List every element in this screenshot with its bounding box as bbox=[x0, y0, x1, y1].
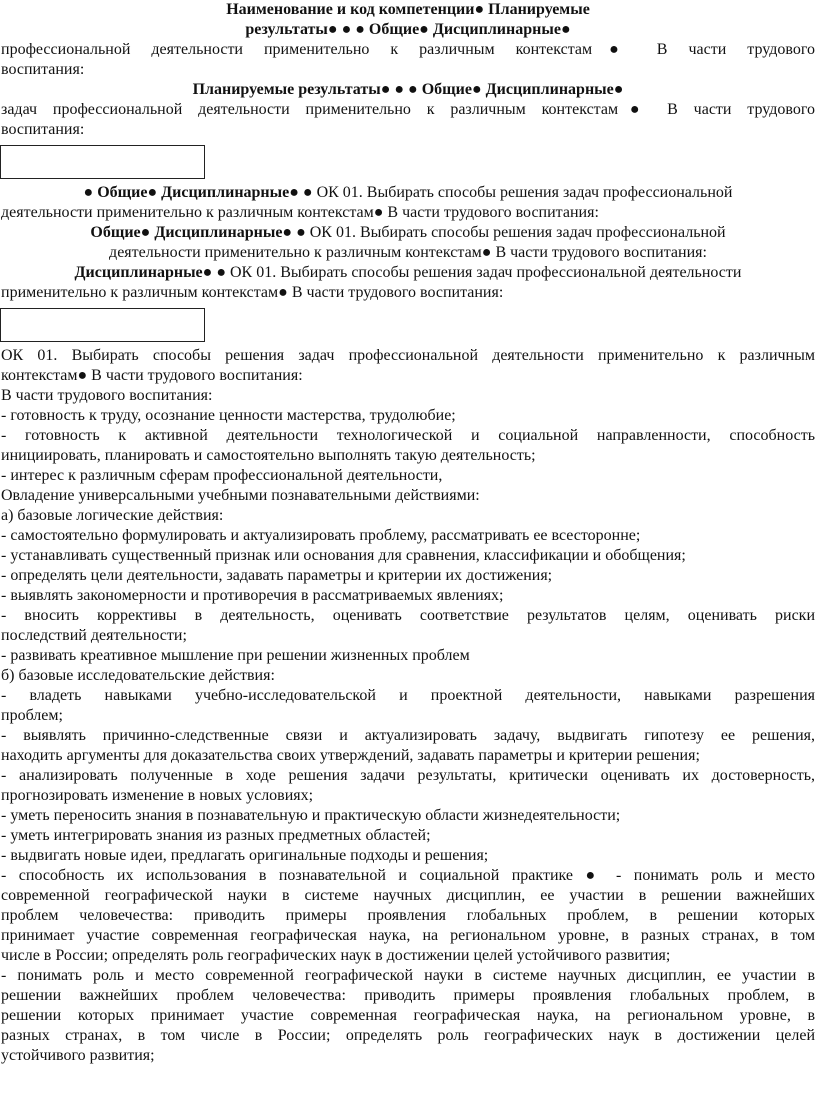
body-line: - выявлять закономерности и противоречия в рассматриваемых явлениях; bbox=[1, 587, 504, 604]
general-row-3-text: ОК 01. Выбирать способы решения задач профессиональной bbox=[305, 224, 726, 241]
general-row-4: деятельности применительно к различным контекстам● В части трудового воспитания: bbox=[109, 244, 707, 261]
body-line: - уметь интегрировать знания из разных предметных областей; bbox=[1, 827, 431, 844]
body-line: - готовность к активной деятельности технологической и социальной направленности, способность bbox=[1, 427, 815, 444]
body-line: - готовность к труду, осознание ценности мастерства, трудолюбие; bbox=[1, 407, 456, 424]
body-line: находить аргументы для доказательства своих утверждений, задавать параметры и критерии решения; bbox=[1, 747, 700, 764]
results-title: Планируемые результаты● ● ● Общие● Дисциплинарные● bbox=[192, 81, 624, 98]
results-heading-block bbox=[0, 80, 816, 140]
heading-line-4: воспитания: bbox=[1, 61, 85, 78]
general-row-5-bold: Дисциплинарные● ● bbox=[74, 264, 226, 281]
body-line: а) базовые логические действия: bbox=[1, 507, 224, 524]
body-line: - определять цели деятельности, задавать параметры и критерии их достижения; bbox=[1, 567, 553, 584]
results-line-2: воспитания: bbox=[1, 121, 85, 138]
body-line: решении которых принимает участие современная географическая наука, на региональном уровне, в bbox=[1, 1007, 815, 1024]
body-line: - самостоятельно формулировать и актуализировать проблему, рассматривать ее всесторонне; bbox=[1, 527, 641, 544]
general-row-6: применительно к различным контекстам● В части трудового воспитания: bbox=[1, 284, 504, 301]
body-line: - понимать роль и место современной географической науки в системе научных дисциплин, ее участии в bbox=[1, 967, 815, 984]
body-line: - уметь переносить знания в познавательную и практическую области жизнедеятельности; bbox=[1, 807, 621, 824]
repeated-headings-block bbox=[0, 183, 816, 303]
body-line: - развивать креативное мышление при решении жизненных проблем bbox=[1, 647, 470, 664]
body-line: устойчивого развития; bbox=[1, 1047, 155, 1064]
heading-line-2: результаты● ● ● Общие● Дисциплинарные● bbox=[245, 21, 571, 38]
body-line: Овладение универсальными учебными познавательными действиями: bbox=[1, 487, 480, 504]
body-line: В части трудового воспитания: bbox=[1, 387, 213, 404]
body-text bbox=[0, 346, 816, 1066]
body-line: числе в России; определять роль географических наук в достижении целей устойчивого развития; bbox=[1, 947, 671, 964]
general-row-5-text: ОК 01. Выбирать способы решения задач профессиональной деятельности bbox=[225, 264, 742, 281]
body-line: - анализировать полученные в ходе решения задачи результаты, критически оценивать их достоверность, bbox=[1, 767, 815, 784]
body-line: проблем; bbox=[1, 707, 63, 724]
general-row-2: деятельности применительно к различным контекстам● В части трудового воспитания: bbox=[1, 204, 599, 221]
body-line: контекстам● В части трудового воспитания: bbox=[1, 367, 303, 384]
body-line: инициировать, планировать и самостоятельно выполнять такую деятельность; bbox=[1, 447, 536, 464]
heading-line-1: Наименование и код компетенции● Планируемые bbox=[226, 1, 590, 18]
body-line: - владеть навыками учебно-исследовательской и проектной деятельности, навыками разрешения bbox=[1, 687, 815, 704]
body-line: - устанавливать существенный признак или основания для сравнения, классификации и обобщения; bbox=[1, 547, 686, 564]
heading-line-3: профессиональной деятельности применительно к различным контекстам● В части трудового bbox=[1, 41, 815, 58]
body-line: - способность их использования в познавательной и социальной практике ● - понимать роль и место bbox=[1, 867, 815, 884]
general-row-3 bbox=[1, 223, 815, 243]
body-line: - выдвигать новые идеи, предлагать оригинальные подходы и решения; bbox=[1, 847, 489, 864]
body-line: разных странах, в том числе в России; определять роль географических наук в достижении целей bbox=[1, 1027, 815, 1044]
body-line: - вносить коррективы в деятельность, оценивать соответствие результатов целям, оценивать риски bbox=[1, 607, 815, 624]
general-row-1 bbox=[1, 183, 815, 203]
results-line-1: задач профессиональной деятельности применительно к различным контекстам● В части трудового bbox=[1, 101, 815, 118]
body-line: современной географической науки в системе научных дисциплин, ее участии в решении важнейших bbox=[1, 887, 815, 904]
general-row-1-text: ОК 01. Выбирать способы решения задач профессиональной bbox=[312, 184, 733, 201]
body-line: б) базовые исследовательские действия: bbox=[1, 667, 275, 684]
body-line: прогнозировать изменение в новых условиях; bbox=[1, 787, 314, 804]
body-line: последствий деятельности; bbox=[1, 627, 187, 644]
body-line: проблем человечества: приводить примеры проявления глобальных проблем, в решении которых bbox=[1, 907, 815, 924]
body-line: - интерес к различным сферам профессиональной деятельности, bbox=[1, 467, 443, 484]
body-line: принимает участие современная географическая наука, на региональном уровне, в разных странах, в том bbox=[1, 927, 815, 944]
empty-table-cell-2 bbox=[0, 308, 205, 342]
body-line: решении важнейших проблем человечества: приводить примеры проявления глобальных проблем, в bbox=[1, 987, 815, 1004]
general-row-3-bold: Общие● Дисциплинарные● ● bbox=[90, 224, 306, 241]
body-line: - выявлять причинно-следственные связи и актуализировать задачу, выдвигать гипотезу ее решения, bbox=[1, 727, 815, 744]
body-line: ОК 01. Выбирать способы решения задач профессиональной деятельности применительно к различным bbox=[1, 347, 815, 364]
competence-heading-block bbox=[0, 0, 816, 80]
empty-table-cell bbox=[0, 145, 205, 179]
general-row-5 bbox=[1, 263, 815, 283]
general-row-1-bold: ● Общие● Дисциплинарные● ● bbox=[83, 184, 313, 201]
